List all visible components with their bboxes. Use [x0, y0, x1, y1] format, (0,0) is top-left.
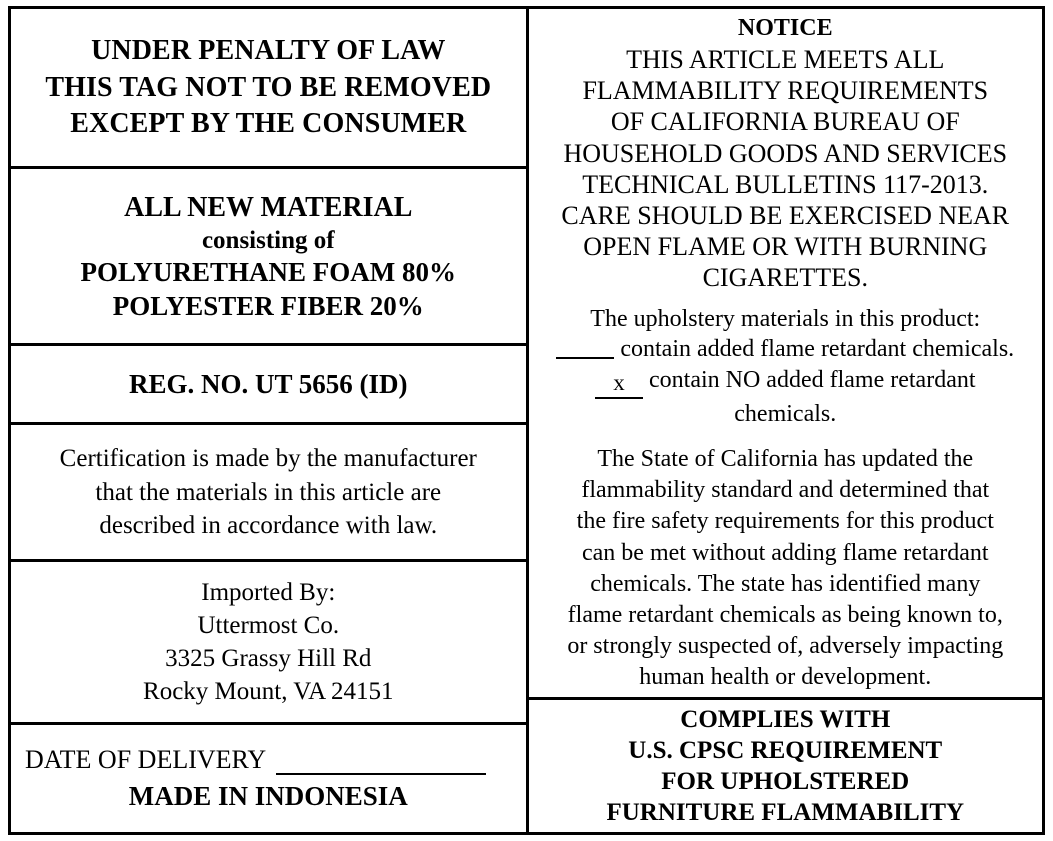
- checkbox-intro-text: The upholstery materials in this product:: [590, 305, 981, 332]
- notice-body-line-5: chemicals. The state has identified many: [590, 570, 981, 597]
- notice-body-line-6: flame retardant chemicals as being known to,: [567, 602, 1003, 629]
- complies-line-1: COMPLIES WITH: [680, 706, 891, 734]
- delivery-date-label: DATE OF DELIVERY: [25, 744, 267, 774]
- delivery-date-row: [21, 745, 516, 775]
- checkbox-contains-mark[interactable]: [556, 357, 614, 359]
- registration-number: REG. NO. UT 5656 (ID): [129, 368, 408, 399]
- notice-title: NOTICE: [737, 15, 833, 41]
- delivery-section: [11, 725, 526, 832]
- checkbox-no-added-label: contain NO added flame retardant: [649, 366, 976, 393]
- material-content-section: [11, 169, 526, 346]
- certification-statement-section: [11, 425, 526, 562]
- notice-caps-line-3: OF CALIFORNIA BUREAU OF: [610, 107, 960, 137]
- notice-caps-paragraph: [561, 44, 1009, 294]
- notice-caps-line-7: OPEN FLAME OR WITH BURNING: [583, 232, 988, 262]
- penalty-notice-section: [11, 9, 526, 169]
- right-column: [529, 9, 1042, 832]
- certification-line-2: that the materials in this article are: [95, 478, 442, 506]
- penalty-line-2: THIS TAG NOT TO BE REMOVED: [45, 71, 492, 103]
- notice-caps-line-5: TECHNICAL BULLETINS 117-2013.: [582, 169, 989, 199]
- notice-body-line-7: or strongly suspected of, adversely impacting: [567, 633, 1004, 660]
- notice-body-line-8: human health or development.: [639, 664, 932, 691]
- notice-caps-line-6: CARE SHOULD BE EXERCISED NEAR: [561, 200, 1010, 230]
- notice-caps-line-8: CIGARETTES.: [702, 263, 868, 293]
- notice-body-line-4: can be met without adding flame retardant: [582, 539, 989, 566]
- tag-border-frame: [8, 6, 1045, 835]
- penalty-line-1: UNDER PENALTY OF LAW: [91, 35, 446, 67]
- material-heading: ALL NEW MATERIAL: [124, 191, 413, 223]
- material-subheading: consisting of: [201, 226, 335, 254]
- notice-body-line-1: The State of California has updated the: [597, 446, 974, 473]
- checkbox-no-added-label-cont: chemicals.: [734, 401, 837, 428]
- cpsc-compliance-section: [529, 700, 1042, 832]
- made-in-country: MADE IN INDONESIA: [128, 780, 408, 811]
- importer-line-3: 3325 Grassy Hill Rd: [165, 645, 372, 672]
- certification-line-3: described in accordance with law.: [99, 511, 438, 539]
- penalty-line-3: EXCEPT BY THE CONSUMER: [70, 107, 467, 139]
- importer-line-4: Rocky Mount, VA 24151: [143, 678, 394, 706]
- material-item-2: POLYESTER FIBER 20%: [112, 290, 424, 321]
- registration-number-section: [11, 346, 526, 425]
- notice-body-paragraph: [539, 444, 1032, 694]
- importer-section: [11, 562, 526, 725]
- checkbox-contains-label: contain added flame retardant chemicals.: [620, 336, 1015, 363]
- notice-body-line-2: flammability standard and determined that: [581, 477, 990, 504]
- notice-caps-line-1: THIS ARTICLE MEETS ALL: [626, 45, 945, 74]
- checkbox-no-added-mark[interactable]: x: [595, 368, 643, 399]
- left-column: [11, 9, 529, 832]
- importer-line-1: Imported By:: [201, 578, 336, 606]
- california-notice-section: [529, 9, 1042, 700]
- delivery-date-field[interactable]: [276, 753, 486, 775]
- material-item-1: POLYURETHANE FOAM 80%: [80, 256, 457, 287]
- checkbox-option-no-added[interactable]: [539, 365, 1032, 399]
- complies-line-2: U.S. CPSC REQUIREMENT: [628, 737, 943, 765]
- certification-line-1: Certification is made by the manufacturer: [59, 445, 477, 473]
- notice-body-line-3: the fire safety requirements for this product: [576, 508, 994, 535]
- complies-line-4: FURNITURE FLAMMABILITY: [606, 799, 965, 827]
- notice-caps-line-4: HOUSEHOLD GOODS AND SERVICES: [563, 138, 1008, 168]
- complies-line-3: FOR UPHOLSTERED: [661, 768, 910, 796]
- importer-line-2: Uttermost Co.: [197, 611, 340, 639]
- notice-caps-line-2: FLAMMABILITY REQUIREMENTS: [582, 76, 989, 106]
- checkbox-option-contains[interactable]: [539, 334, 1032, 365]
- flame-retardant-checkbox-block: [539, 304, 1032, 431]
